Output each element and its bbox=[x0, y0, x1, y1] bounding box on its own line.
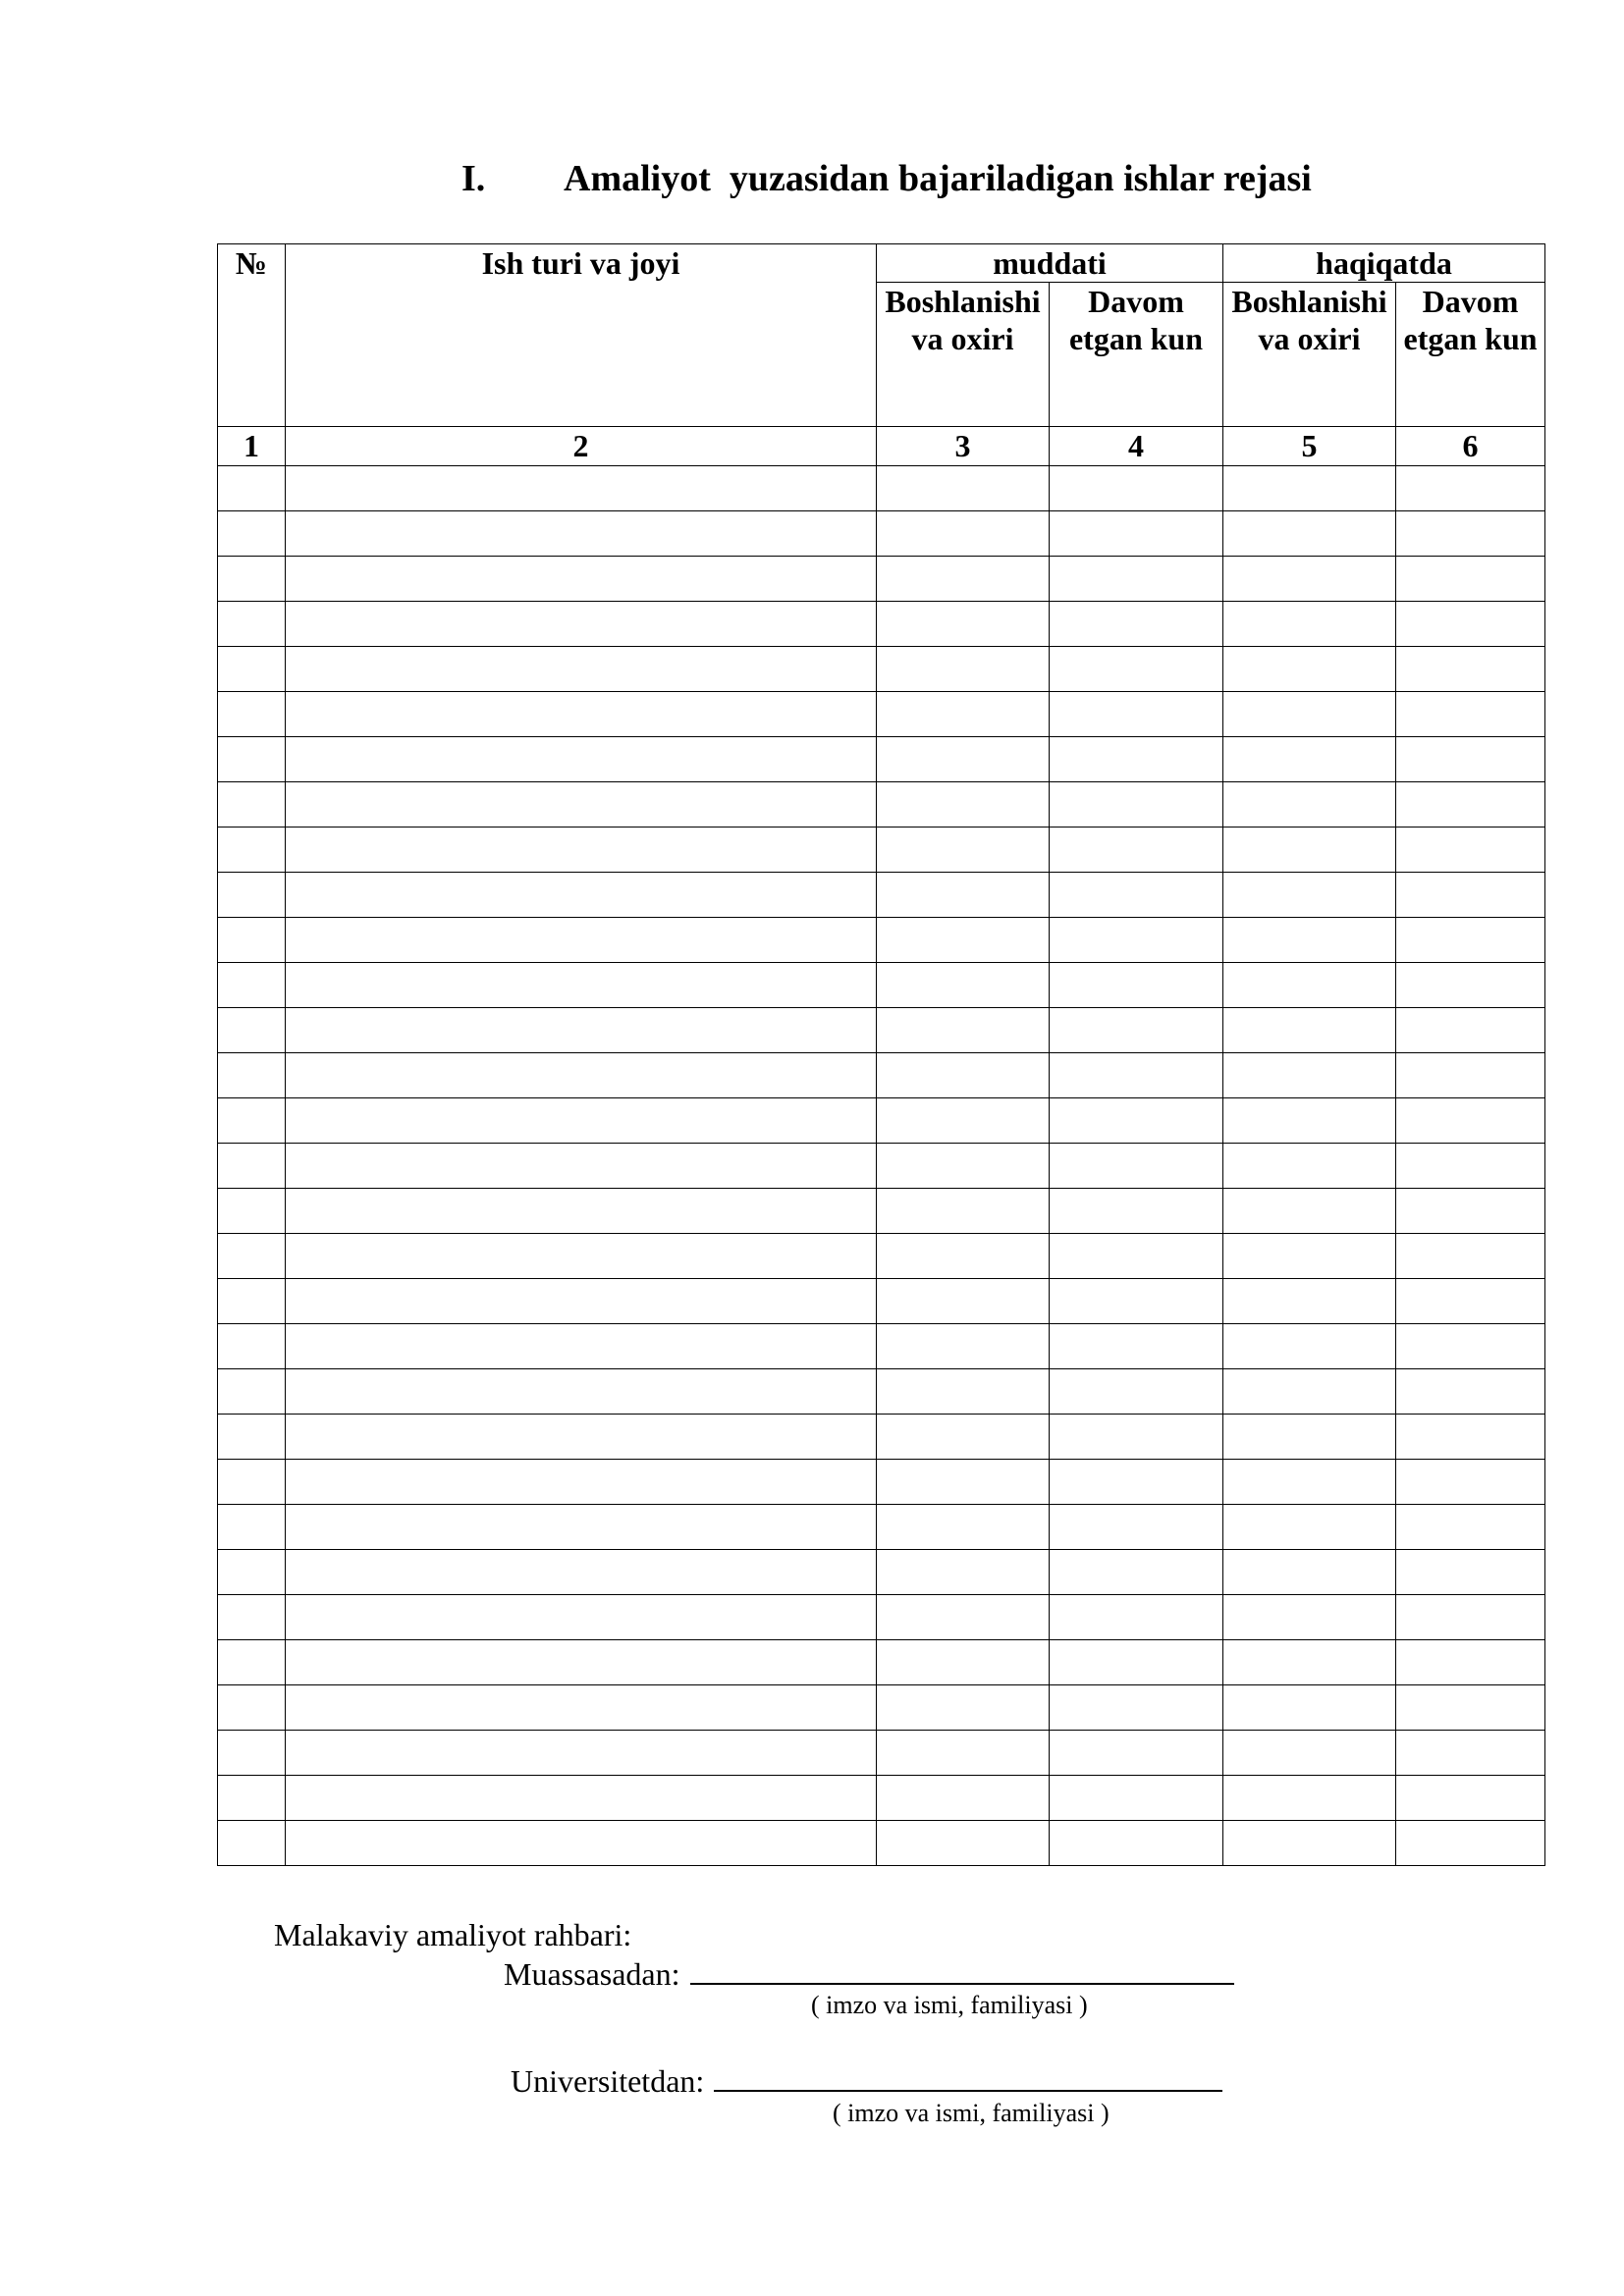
table-cell[interactable] bbox=[218, 1685, 286, 1731]
table-cell[interactable] bbox=[1396, 1324, 1545, 1369]
table-cell[interactable] bbox=[877, 1595, 1050, 1640]
table-cell[interactable] bbox=[1223, 1731, 1396, 1776]
table-cell[interactable] bbox=[1223, 1550, 1396, 1595]
table-cell[interactable] bbox=[1396, 1098, 1545, 1144]
university-label: Universitetdan: bbox=[511, 2063, 705, 2099]
table-cell[interactable] bbox=[877, 466, 1050, 511]
table-cell[interactable] bbox=[1050, 692, 1223, 737]
table-cell[interactable] bbox=[1396, 1731, 1545, 1776]
table-cell[interactable] bbox=[1396, 647, 1545, 692]
table-cell[interactable] bbox=[286, 602, 877, 647]
table-row bbox=[218, 1234, 1545, 1279]
table-row bbox=[218, 1640, 1545, 1685]
table-cell[interactable] bbox=[218, 737, 286, 782]
table-cell[interactable] bbox=[1050, 1189, 1223, 1234]
table-cell[interactable] bbox=[1223, 1595, 1396, 1640]
table-cell[interactable] bbox=[1050, 1234, 1223, 1279]
table-row bbox=[218, 1776, 1545, 1821]
table-cell[interactable] bbox=[877, 1821, 1050, 1866]
table-cell[interactable] bbox=[286, 1640, 877, 1685]
table-cell[interactable] bbox=[877, 1144, 1050, 1189]
table-cell[interactable] bbox=[877, 1369, 1050, 1415]
table-cell[interactable] bbox=[286, 1369, 877, 1415]
table-cell[interactable] bbox=[286, 1685, 877, 1731]
page-title bbox=[461, 155, 1312, 202]
table-cell[interactable] bbox=[286, 1189, 877, 1234]
table-cell[interactable] bbox=[1396, 692, 1545, 737]
table-cell[interactable] bbox=[1223, 873, 1396, 918]
table-cell[interactable] bbox=[877, 918, 1050, 963]
table-cell[interactable] bbox=[218, 1550, 286, 1595]
table-cell[interactable] bbox=[877, 1234, 1050, 1279]
signature-hint-institution: ( imzo va ismi, familiyasi ) bbox=[811, 1991, 1088, 2019]
table-cell[interactable] bbox=[1396, 1640, 1545, 1685]
institution-label: Muassasadan: bbox=[504, 1956, 680, 1992]
table-cell[interactable] bbox=[1050, 1144, 1223, 1189]
table-cell[interactable] bbox=[1223, 1776, 1396, 1821]
table-cell[interactable] bbox=[1223, 918, 1396, 963]
table-cell[interactable] bbox=[218, 1776, 286, 1821]
table-cell[interactable] bbox=[218, 1640, 286, 1685]
table-cell[interactable] bbox=[286, 1776, 877, 1821]
table-row bbox=[218, 1550, 1545, 1595]
supervisor-label: Malakaviy amaliyot rahbari: bbox=[274, 1917, 632, 1952]
table-cell[interactable] bbox=[877, 1008, 1050, 1053]
table-cell[interactable] bbox=[1223, 1324, 1396, 1369]
table-cell[interactable] bbox=[877, 1550, 1050, 1595]
table-cell[interactable] bbox=[218, 1415, 286, 1460]
table-row bbox=[218, 1369, 1545, 1415]
table-cell[interactable] bbox=[877, 963, 1050, 1008]
university-signature-field[interactable] bbox=[714, 2060, 1222, 2092]
table-cell[interactable] bbox=[877, 1640, 1050, 1685]
table-cell[interactable] bbox=[1223, 1098, 1396, 1144]
header-actual-start-end: Boshlanishi va oxiri bbox=[1223, 283, 1396, 427]
table-cell[interactable] bbox=[1223, 1234, 1396, 1279]
table-cell[interactable] bbox=[1396, 602, 1545, 647]
table-cell[interactable] bbox=[1396, 963, 1545, 1008]
header-planned-start-end: Boshlanishi va oxiri bbox=[877, 283, 1050, 427]
university-signature-line bbox=[511, 2060, 1222, 2100]
table-cell[interactable] bbox=[218, 692, 286, 737]
table-cell[interactable] bbox=[218, 1595, 286, 1640]
table-cell[interactable] bbox=[218, 557, 286, 602]
table-cell[interactable] bbox=[1050, 963, 1223, 1008]
table-row bbox=[218, 1324, 1545, 1369]
table-cell[interactable] bbox=[218, 1279, 286, 1324]
table-row bbox=[218, 1189, 1545, 1234]
table-cell[interactable] bbox=[218, 963, 286, 1008]
table-cell[interactable] bbox=[218, 1369, 286, 1415]
table-cell[interactable] bbox=[1050, 602, 1223, 647]
table-cell[interactable] bbox=[1050, 1550, 1223, 1595]
table-cell[interactable] bbox=[877, 557, 1050, 602]
table-cell[interactable] bbox=[877, 1685, 1050, 1731]
table-cell[interactable] bbox=[1396, 1053, 1545, 1098]
table-cell[interactable] bbox=[1050, 1776, 1223, 1821]
table-cell[interactable] bbox=[218, 782, 286, 828]
table-row bbox=[218, 1731, 1545, 1776]
table-cell[interactable] bbox=[286, 647, 877, 692]
table-cell[interactable] bbox=[286, 1008, 877, 1053]
table-row bbox=[218, 1098, 1545, 1144]
table-cell[interactable] bbox=[286, 1731, 877, 1776]
table-cell[interactable] bbox=[218, 1731, 286, 1776]
table-cell[interactable] bbox=[1223, 1053, 1396, 1098]
header-actual: haqiqatda bbox=[1223, 244, 1545, 283]
table-cell[interactable] bbox=[218, 1505, 286, 1550]
table-cell[interactable] bbox=[1050, 1053, 1223, 1098]
table-cell[interactable] bbox=[1396, 1234, 1545, 1279]
table-cell[interactable] bbox=[1050, 466, 1223, 511]
section-title: Amaliyot yuzasidan bajariladigan ishlar rejasi bbox=[564, 158, 1312, 199]
header-planned-days: Davom etgan kun bbox=[1050, 283, 1223, 427]
table-cell[interactable] bbox=[877, 1505, 1050, 1550]
table-cell[interactable] bbox=[877, 1460, 1050, 1505]
table-row bbox=[218, 1415, 1545, 1460]
table-cell[interactable] bbox=[877, 511, 1050, 557]
table-cell[interactable] bbox=[286, 466, 877, 511]
table-cell[interactable] bbox=[218, 511, 286, 557]
institution-signature-line bbox=[504, 1953, 1234, 1993]
table-row bbox=[218, 557, 1545, 602]
table-cell[interactable] bbox=[1396, 466, 1545, 511]
table-cell[interactable] bbox=[286, 828, 877, 873]
table-cell[interactable] bbox=[1050, 1098, 1223, 1144]
table-cell[interactable] bbox=[877, 1189, 1050, 1234]
table-cell[interactable] bbox=[286, 1460, 877, 1505]
table-cell[interactable] bbox=[1396, 511, 1545, 557]
section-number: I. bbox=[461, 158, 486, 199]
table-cell[interactable] bbox=[286, 1053, 877, 1098]
table-cell[interactable] bbox=[877, 1415, 1050, 1460]
table-cell[interactable] bbox=[1050, 1731, 1223, 1776]
table-cell[interactable] bbox=[218, 1460, 286, 1505]
table-cell[interactable] bbox=[286, 1595, 877, 1640]
table-cell[interactable] bbox=[1396, 828, 1545, 873]
table-cell[interactable] bbox=[1396, 1189, 1545, 1234]
table-cell[interactable] bbox=[1396, 1776, 1545, 1821]
table-cell[interactable] bbox=[1396, 1460, 1545, 1505]
table-cell[interactable] bbox=[1396, 1821, 1545, 1866]
table-cell[interactable] bbox=[218, 1144, 286, 1189]
table-cell[interactable] bbox=[1223, 1685, 1396, 1731]
table-cell[interactable] bbox=[1223, 828, 1396, 873]
table-row bbox=[218, 918, 1545, 963]
table-cell[interactable] bbox=[1050, 1324, 1223, 1369]
table-cell[interactable] bbox=[1223, 1189, 1396, 1234]
table-row bbox=[218, 692, 1545, 737]
header-actual-days: Davom etgan kun bbox=[1396, 283, 1545, 427]
table-cell[interactable] bbox=[1050, 737, 1223, 782]
table-cell[interactable] bbox=[1050, 1595, 1223, 1640]
table-cell[interactable] bbox=[877, 1053, 1050, 1098]
table-cell[interactable] bbox=[1396, 1685, 1545, 1731]
table-cell[interactable] bbox=[877, 873, 1050, 918]
table-cell[interactable] bbox=[1223, 557, 1396, 602]
table-cell[interactable] bbox=[286, 1415, 877, 1460]
table-cell[interactable] bbox=[218, 1821, 286, 1866]
table-cell[interactable] bbox=[1050, 918, 1223, 963]
table-cell[interactable] bbox=[1396, 557, 1545, 602]
table-cell[interactable] bbox=[1050, 647, 1223, 692]
table-cell[interactable] bbox=[877, 1776, 1050, 1821]
table-cell[interactable] bbox=[286, 1324, 877, 1369]
table-cell[interactable] bbox=[1396, 782, 1545, 828]
table-cell[interactable] bbox=[1223, 1640, 1396, 1685]
table-cell[interactable] bbox=[1396, 737, 1545, 782]
table-cell[interactable] bbox=[286, 918, 877, 963]
table-cell[interactable] bbox=[1050, 1279, 1223, 1324]
table-cell[interactable] bbox=[1396, 1505, 1545, 1550]
table-cell[interactable] bbox=[1050, 782, 1223, 828]
table-cell[interactable] bbox=[1050, 1685, 1223, 1731]
table-cell[interactable] bbox=[1223, 1279, 1396, 1324]
table-cell[interactable] bbox=[218, 1053, 286, 1098]
table-cell[interactable] bbox=[286, 1144, 877, 1189]
table-cell[interactable] bbox=[877, 602, 1050, 647]
table-cell[interactable] bbox=[286, 963, 877, 1008]
table-cell[interactable] bbox=[286, 1098, 877, 1144]
table-cell[interactable] bbox=[1050, 828, 1223, 873]
table-cell[interactable] bbox=[1050, 873, 1223, 918]
column-number-2: 2 bbox=[286, 427, 877, 466]
table-row bbox=[218, 1460, 1545, 1505]
table-row bbox=[218, 737, 1545, 782]
table-row bbox=[218, 873, 1545, 918]
column-number-1: 1 bbox=[218, 427, 286, 466]
table-row bbox=[218, 1685, 1545, 1731]
table-cell[interactable] bbox=[1223, 1505, 1396, 1550]
table-cell[interactable] bbox=[1223, 1821, 1396, 1866]
table-cell[interactable] bbox=[1050, 557, 1223, 602]
table-cell[interactable] bbox=[1223, 963, 1396, 1008]
table-cell[interactable] bbox=[1050, 511, 1223, 557]
table-cell[interactable] bbox=[1396, 1415, 1545, 1460]
table-cell[interactable] bbox=[218, 1008, 286, 1053]
table-cell[interactable] bbox=[218, 828, 286, 873]
table-cell[interactable] bbox=[218, 1098, 286, 1144]
header-number: № bbox=[218, 244, 286, 427]
table-cell[interactable] bbox=[218, 466, 286, 511]
table-cell[interactable] bbox=[218, 602, 286, 647]
table-cell[interactable] bbox=[218, 647, 286, 692]
table-cell[interactable] bbox=[1396, 1595, 1545, 1640]
header-work-type: Ish turi va joyi bbox=[286, 244, 877, 427]
table-cell[interactable] bbox=[218, 1189, 286, 1234]
table-cell[interactable] bbox=[218, 1324, 286, 1369]
column-number-5: 5 bbox=[1223, 427, 1396, 466]
table-cell[interactable] bbox=[286, 737, 877, 782]
table-cell[interactable] bbox=[286, 511, 877, 557]
table-cell[interactable] bbox=[1223, 782, 1396, 828]
table-cell[interactable] bbox=[286, 873, 877, 918]
table-cell[interactable] bbox=[1050, 1640, 1223, 1685]
table-cell[interactable] bbox=[1223, 1144, 1396, 1189]
table-cell[interactable] bbox=[1223, 511, 1396, 557]
table-cell[interactable] bbox=[286, 1550, 877, 1595]
table-cell[interactable] bbox=[286, 557, 877, 602]
table-cell[interactable] bbox=[1396, 918, 1545, 963]
table-cell[interactable] bbox=[1223, 1008, 1396, 1053]
table-cell[interactable] bbox=[1396, 1550, 1545, 1595]
table-cell[interactable] bbox=[218, 918, 286, 963]
table-row bbox=[218, 828, 1545, 873]
table-cell[interactable] bbox=[1223, 737, 1396, 782]
table-cell[interactable] bbox=[1223, 466, 1396, 511]
table-cell[interactable] bbox=[877, 828, 1050, 873]
table-cell[interactable] bbox=[877, 1731, 1050, 1776]
table-cell[interactable] bbox=[877, 692, 1050, 737]
table-cell[interactable] bbox=[877, 647, 1050, 692]
column-number-4: 4 bbox=[1050, 427, 1223, 466]
header-planned: muddati bbox=[877, 244, 1223, 283]
table-row bbox=[218, 1279, 1545, 1324]
table-cell[interactable] bbox=[286, 782, 877, 828]
table-row bbox=[218, 647, 1545, 692]
table-cell[interactable] bbox=[1050, 1008, 1223, 1053]
table-cell[interactable] bbox=[1396, 1279, 1545, 1324]
table-row bbox=[218, 1144, 1545, 1189]
table-cell[interactable] bbox=[286, 1821, 877, 1866]
table-row bbox=[218, 602, 1545, 647]
table-cell[interactable] bbox=[1050, 1460, 1223, 1505]
table-cell[interactable] bbox=[286, 1505, 877, 1550]
table-row bbox=[218, 1821, 1545, 1866]
table-cell[interactable] bbox=[1223, 1415, 1396, 1460]
table-cell[interactable] bbox=[1223, 1460, 1396, 1505]
table-cell[interactable] bbox=[1396, 1144, 1545, 1189]
table-cell[interactable] bbox=[218, 873, 286, 918]
table-cell[interactable] bbox=[286, 1279, 877, 1324]
table-cell[interactable] bbox=[877, 782, 1050, 828]
table-cell[interactable] bbox=[877, 737, 1050, 782]
table-row bbox=[218, 1008, 1545, 1053]
table-row bbox=[218, 782, 1545, 828]
table-cell[interactable] bbox=[877, 1098, 1050, 1144]
table-row bbox=[218, 511, 1545, 557]
table-cell[interactable] bbox=[1223, 1369, 1396, 1415]
table-cell[interactable] bbox=[1223, 647, 1396, 692]
column-number-3: 3 bbox=[877, 427, 1050, 466]
table-cell[interactable] bbox=[1396, 1008, 1545, 1053]
signature-hint-university: ( imzo va ismi, familiyasi ) bbox=[833, 2099, 1110, 2127]
table-cell[interactable] bbox=[1050, 1369, 1223, 1415]
table-row bbox=[218, 1053, 1545, 1098]
institution-signature-field[interactable] bbox=[690, 1953, 1234, 1985]
table-cell[interactable] bbox=[1223, 602, 1396, 647]
table-cell[interactable] bbox=[218, 1234, 286, 1279]
table-cell[interactable] bbox=[1050, 1821, 1223, 1866]
table-cell[interactable] bbox=[286, 1234, 877, 1279]
table-row bbox=[218, 466, 1545, 511]
table-body bbox=[218, 466, 1545, 1866]
table-cell[interactable] bbox=[1396, 1369, 1545, 1415]
table-cell[interactable] bbox=[1223, 692, 1396, 737]
table-row bbox=[218, 1595, 1545, 1640]
table-cell[interactable] bbox=[1396, 873, 1545, 918]
table-cell[interactable] bbox=[877, 1324, 1050, 1369]
table-cell[interactable] bbox=[286, 692, 877, 737]
work-plan-table bbox=[217, 243, 1545, 1866]
table-cell[interactable] bbox=[877, 1279, 1050, 1324]
table-cell[interactable] bbox=[1050, 1505, 1223, 1550]
column-number-6: 6 bbox=[1396, 427, 1545, 466]
table-row bbox=[218, 1505, 1545, 1550]
table-row bbox=[218, 963, 1545, 1008]
table-cell[interactable] bbox=[1050, 1415, 1223, 1460]
